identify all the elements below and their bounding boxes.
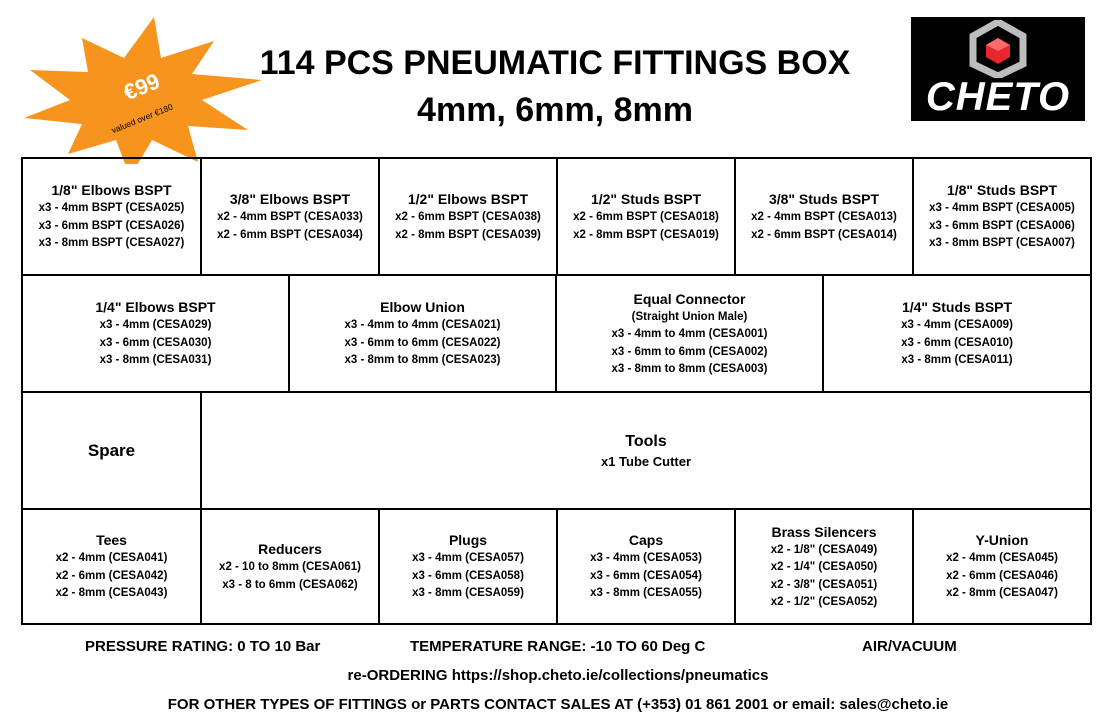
cell-line: x3 - 4mm to 4mm (CESA021) [344, 319, 501, 332]
cell-equal-connector [557, 276, 824, 391]
cell-reducers [202, 510, 380, 623]
grid-row-4 [23, 510, 1090, 623]
cell-title: Plugs [448, 532, 488, 549]
cell-line: x3 - 4mm (CESA029) [99, 319, 212, 332]
cell-line: x3 - 8mm to 8mm (CESA003) [611, 363, 768, 375]
cell-title: Tees [96, 532, 127, 549]
cell-title: 1/4" Studs BSPT [901, 299, 1013, 316]
cell-line: x3 - 6mm BSPT (CESA006) [929, 219, 1075, 232]
cell-line: x2 - 8mm (CESA047) [946, 587, 1058, 600]
cell-line: x2 - 6mm (CESA042) [55, 569, 168, 582]
cell-title: 3/8" Studs BSPT [768, 191, 880, 207]
cell-line: x3 - 4mm (CESA053) [590, 552, 702, 565]
cell-line: x3 - 8mm BSPT (CESA027) [38, 237, 185, 250]
cell-title: 1/8" Studs BSPT [946, 182, 1058, 199]
cell-line: x2 - 6mm BSPT (CESA034) [217, 228, 363, 241]
cell-line: x2 - 1/8" (CESA049) [770, 543, 878, 556]
cell-line: x3 - 6mm to 6mm (CESA002) [611, 345, 768, 358]
cell-elbow-union [290, 276, 557, 391]
cell-line: x2 - 10 to 8mm (CESA061) [219, 561, 361, 573]
cell-line: x3 - 6mm (CESA054) [590, 569, 702, 582]
grid-row-2 [23, 276, 1090, 393]
cell-line: x3 - 8mm (CESA059) [412, 587, 524, 600]
cell-line: x2 - 8mm BSPT (CESA039) [395, 228, 541, 241]
cell-line: x2 - 3/8" (CESA051) [770, 578, 878, 591]
cell-title: Equal Connector [633, 290, 746, 307]
cell-line: x3 - 8mm (CESA031) [99, 354, 212, 367]
cell-line: x3 - 4mm (CESA057) [412, 552, 524, 565]
cell-line: x3 - 6mm (CESA058) [412, 569, 524, 582]
cell-brass-silencers [736, 510, 914, 623]
cell-38-studs [736, 159, 914, 274]
spare-label: Spare [87, 440, 136, 460]
cell-12-studs [558, 159, 736, 274]
reorder-link[interactable]: re-ORDERING https://shop.cheto.ie/collections/pneumatics [347, 667, 769, 684]
title-line-2: 4mm, 6mm, 8mm [417, 91, 693, 129]
price-badge [12, 14, 267, 164]
contact-info: FOR OTHER TYPES OF FITTINGS or PARTS CONTACT SALES AT (+353) 01 861 2001 or email: sales@cheto.ie [167, 696, 949, 713]
cell-subtitle: (Straight Union Male) [631, 310, 748, 323]
title-line-1: 114 PCS PNEUMATIC FITTINGS BOX [259, 44, 851, 82]
cell-line: x2 - 6mm BSPT (CESA038) [395, 211, 541, 223]
cell-line: x3 - 8mm (CESA055) [590, 587, 702, 600]
tools-line: x1 Tube Cutter [600, 453, 692, 469]
grid-row-3 [23, 393, 1090, 510]
cell-line: x2 - 1/4" (CESA050) [770, 561, 878, 573]
cell-line: x2 - 8mm BSPT (CESA019) [573, 228, 719, 241]
page-title [240, 40, 870, 134]
cell-line: x3 - 8mm (CESA011) [901, 354, 1013, 367]
cell-line: x2 - 6mm (CESA046) [946, 569, 1058, 582]
cell-title: Reducers [258, 541, 322, 557]
cell-title: Brass Silencers [771, 523, 877, 540]
cell-12-elbows [380, 159, 558, 274]
cell-18-elbows [23, 159, 202, 274]
badge-price: €99 [120, 68, 164, 106]
cell-line: x3 - 6mm BSPT (CESA026) [38, 219, 185, 232]
fittings-grid [21, 157, 1092, 625]
cell-title: 1/4" Elbows BSPT [95, 299, 216, 316]
cell-line: x3 - 6mm (CESA030) [99, 336, 212, 349]
cell-title: 3/8" Elbows BSPT [229, 191, 351, 207]
cell-title: Caps [628, 532, 664, 549]
cell-caps [558, 510, 736, 623]
cell-14-elbows [23, 276, 290, 391]
cube-logo-icon [967, 20, 1029, 78]
cell-spare [23, 393, 202, 508]
temperature-range: TEMPERATURE RANGE: -10 TO 60 Deg C [410, 638, 706, 655]
logo-text: CHETO [925, 75, 1071, 119]
cell-line: x2 - 6mm BSPT (CESA018) [573, 211, 719, 223]
cheto-logo [911, 17, 1085, 121]
cell-line: x2 - 6mm BSPT (CESA014) [751, 228, 897, 241]
cell-y-union [914, 510, 1090, 623]
cell-line: x2 - 4mm (CESA045) [946, 552, 1058, 565]
cell-tools [202, 393, 1090, 508]
cell-line: x3 - 6mm (CESA010) [901, 336, 1013, 349]
badge-subtext: valued over €180 [110, 101, 175, 136]
cell-title: 1/8" Elbows BSPT [51, 182, 172, 199]
cell-plugs [380, 510, 558, 623]
pressure-rating: PRESSURE RATING: 0 TO 10 Bar [85, 638, 321, 655]
cell-line: x2 - 4mm (CESA041) [55, 552, 168, 565]
cell-title: Y-Union [975, 532, 1029, 549]
cell-line: x2 - 1/2" (CESA052) [770, 596, 878, 608]
cell-title: Elbow Union [380, 299, 465, 316]
cell-18-studs [914, 159, 1090, 274]
cell-line: x3 - 4mm (CESA009) [901, 319, 1013, 332]
cell-line: x3 - 6mm to 6mm (CESA022) [344, 336, 501, 349]
cell-line: x2 - 4mm BSPT (CESA013) [751, 211, 897, 223]
cell-line: x3 - 8mm to 8mm (CESA023) [344, 354, 501, 367]
cell-line: x2 - 4mm BSPT (CESA033) [217, 211, 363, 223]
grid-row-1 [23, 159, 1090, 276]
cell-line: x3 - 4mm BSPT (CESA005) [929, 202, 1075, 215]
cell-line: x3 - 8mm BSPT (CESA007) [929, 237, 1075, 250]
cell-line: x3 - 8 to 6mm (CESA062) [222, 578, 358, 591]
cell-line: x3 - 4mm BSPT (CESA025) [38, 202, 185, 215]
cell-title: 1/2" Elbows BSPT [407, 191, 529, 207]
tools-title: Tools [625, 432, 667, 450]
cell-14-studs [824, 276, 1090, 391]
cell-line: x2 - 8mm (CESA043) [55, 587, 168, 600]
cell-line: x3 - 4mm to 4mm (CESA001) [611, 328, 768, 340]
media-type: AIR/VACUUM [862, 638, 957, 655]
cell-title: 1/2" Studs BSPT [590, 191, 702, 207]
cell-38-elbows [202, 159, 380, 274]
cell-tees [23, 510, 202, 623]
